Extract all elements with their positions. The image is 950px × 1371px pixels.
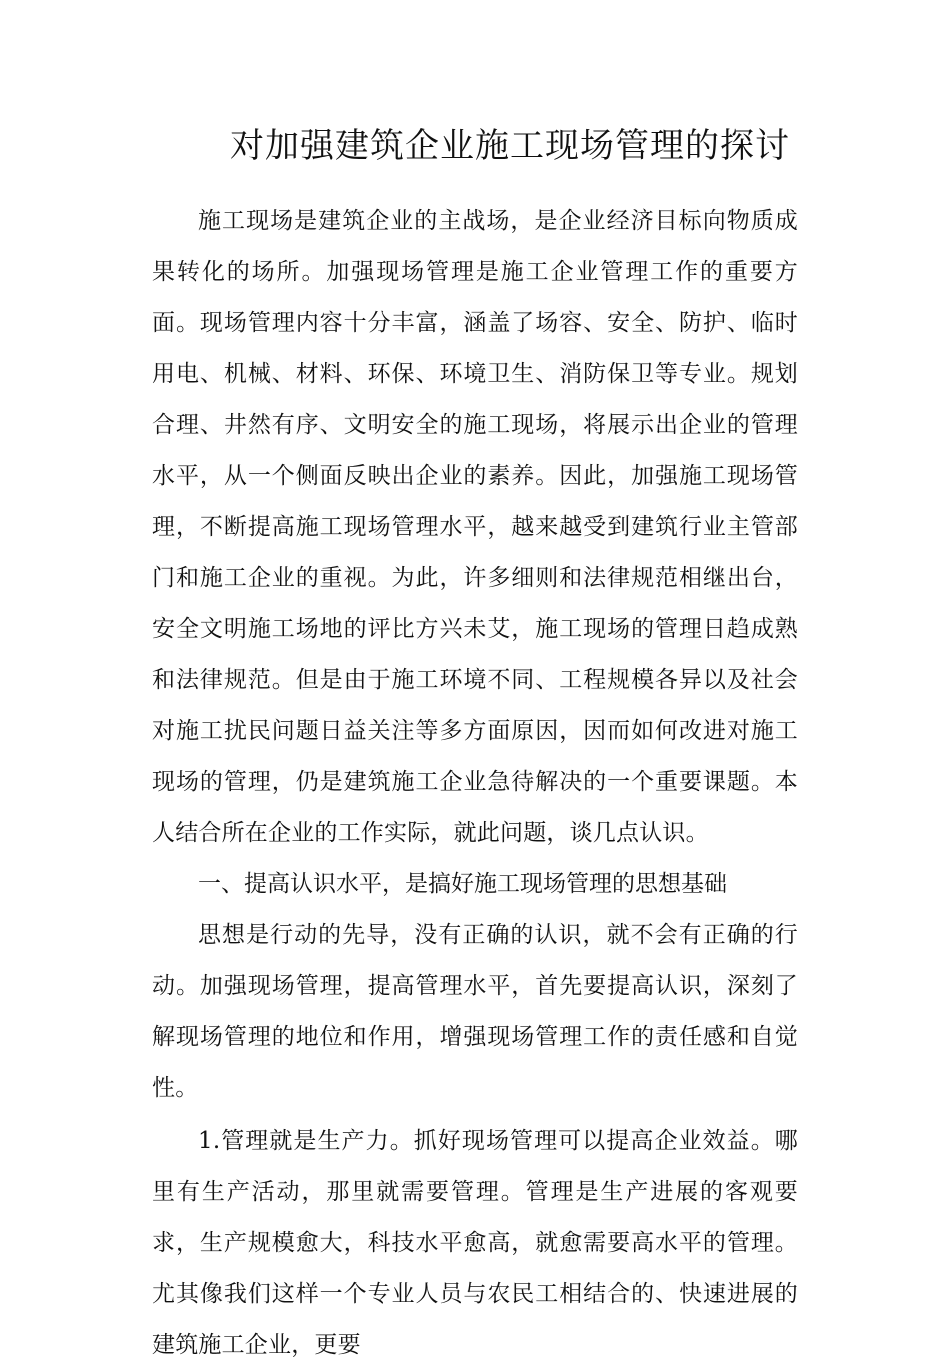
section-heading-1: 一、提高认识水平，是搞好施工现场管理的思想基础 [198,871,727,897]
intro-paragraph: 施工现场是建筑企业的主战场，是企业经济目标向物质成果转化的场所。加强现场管理是施工企业管理工作的重要方面。现场管理内容十分丰富，涵盖了场容、安全、防护、临时用电、机械、材料、环保、环境卫生、消防保卫等专业。规划合理、井然有序、文明安全的施工现场，将展示出企业的管理水平，从一个侧面反映出企业的素养。因此，加强施工现场管理，不断提高施工现场管理水平，越来越受到建筑行业主管部门和施工企业的重视。为此，许多细则和法律规范相继出台，安全文明施工场地的评比方兴未艾，施工现场的管理日趋成熟和法律规范。但是由于施工环境不同、工程规模各异以及社会对施工扰民问题日益关注等多方面原因，因而如何改进对施工现场的管理，仍是建筑施工企业急待解决的一个重要课题。本人结合所在企业的工作实际，就此问题，谈几点认识。 [152,208,798,846]
document-title: 对加强建筑企业施工现场管理的探讨 [230,126,790,166]
section-1-paragraph: 思想是行动的先导，没有正确的认识，就不会有正确的行动。加强现场管理，提高管理水平，首先要提高认识，深刻了解现场管理的地位和作用，增强现场管理工作的责任感和自觉性。 [152,922,798,1101]
document-body [152,196,798,1371]
point-1-paragraph: 1.管理就是生产力。抓好现场管理可以提高企业效益。哪里有生产活动，那里就需要管理。管理是生产进展的客观要求，生产规模愈大，科技水平愈高，就愈需要高水平的管理。尤其像我们这样一个专业人员与农民工相结合的、快速进展的建筑施工企业，更要 [152,1128,798,1358]
